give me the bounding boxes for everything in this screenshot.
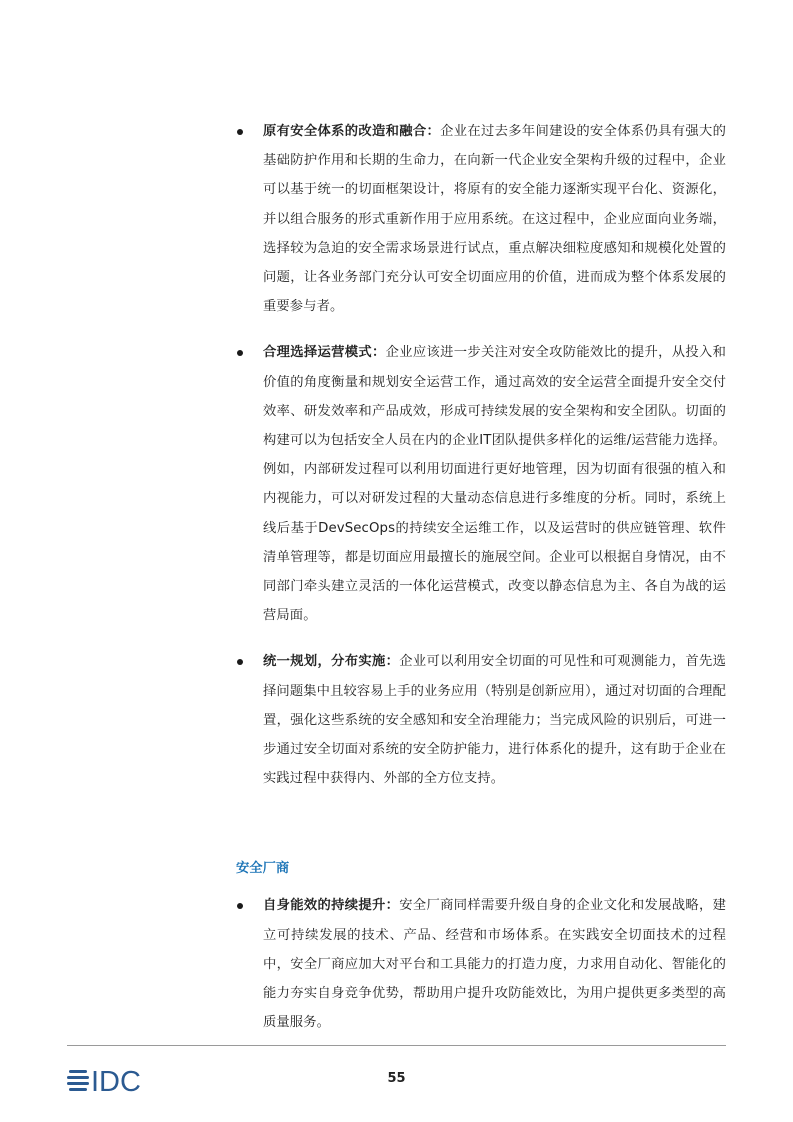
- bullet-item-unified-planning: [236, 647, 726, 793]
- footer-divider: [67, 1045, 726, 1046]
- page-number: 55: [387, 1071, 406, 1086]
- bullet-dot: [237, 659, 243, 665]
- bullet-dot: [237, 129, 243, 135]
- bullet-text: 企业可以利用安全切面的可见性和可观测能力，首先选择问题集中且较容易上手的业务应用（特别是创新应用），通过对切面的合理配置，强化这些系统的安全感知和安全治理能力；当完成风险的识别后，可进一步通过安全切面对系统的安全防护能力，进行体系化的提升，这有助于企业在实践过程中获得内、外部的全方位支持。: [263, 654, 727, 787]
- bullet-dot: [237, 903, 243, 909]
- section-heading-vendors: 安全厂商: [236, 861, 290, 877]
- bullet-item-vendor-efficiency: [236, 891, 726, 1037]
- bullet-item-operation-model: [236, 338, 726, 630]
- bullet-text: 企业在过去多年间建设的安全体系仍具有强大的基础防护作用和长期的生命力，在向新一代企业安全架构升级的过程中，企业可以基于统一的切面框架设计，将原有的安全能力逐渐实现平台化、资源化，并以组合服务的形式重新作用于应用系统。在这过程中，企业应面向业务端，选择较为急迫的安全需求场景进行试点，重点解决细粒度感知和规模化处置的问题，让各业务部门充分认可安全切面应用的价值，进而成为整个体系发展的重要参与者。: [263, 124, 726, 315]
- bullet-lead: 统一规划，分布实施：: [263, 654, 400, 670]
- bullet-item-security-system-transformation: [236, 117, 726, 321]
- idc-logo-text: IDC: [91, 1066, 141, 1094]
- bullet-lead: 原有安全体系的改造和融合：: [263, 124, 441, 139]
- bullet-lead: 自身能效的持续提升：: [263, 898, 400, 914]
- bullet-text: 企业应该进一步关注对安全攻防能效比的提升，从投入和价值的角度衡量和规划安全运营工作，通过高效的安全运营全面提升安全交付效率、研发效率和产品成效，形成可持续发展的安全架构和安全团队。切面的构建可以为包括安全人员在内的企业IT团队提供多样化的运维/运营能力选择。例如，内部研发过程可以利用切面进行更好地管理，因为切面有很强的植入和内视能力，可以对研发过程的大量动态信息进行多维度的分析。同时，系统上线后基于DevSecOps的持续安全运维工作，以及运营时的供应链管理、软件清单管理等，都是切面应用最擅长的施展空间。企业可以根据自身情况，由不同部门牵头建立灵活的一体化运营模式，改变以静态信息为主、各自为战的运营局面。: [263, 345, 727, 624]
- page-content: [236, 117, 726, 1037]
- bullet-dot: [237, 350, 243, 356]
- bullet-lead: 合理选择运营模式：: [263, 345, 386, 361]
- bullet-text: 安全厂商同样需要升级自身的企业文化和发展战略，建立可持续发展的技术、产品、经营和市场体系。在实践安全切面技术的过程中，安全厂商应加大对平台和工具能力的打造力度，力求用自动化、智能化的能力夯实自身竞争优势，帮助用户提升攻防能效比，为用户提供更多类型的高质量服务。: [263, 898, 727, 1031]
